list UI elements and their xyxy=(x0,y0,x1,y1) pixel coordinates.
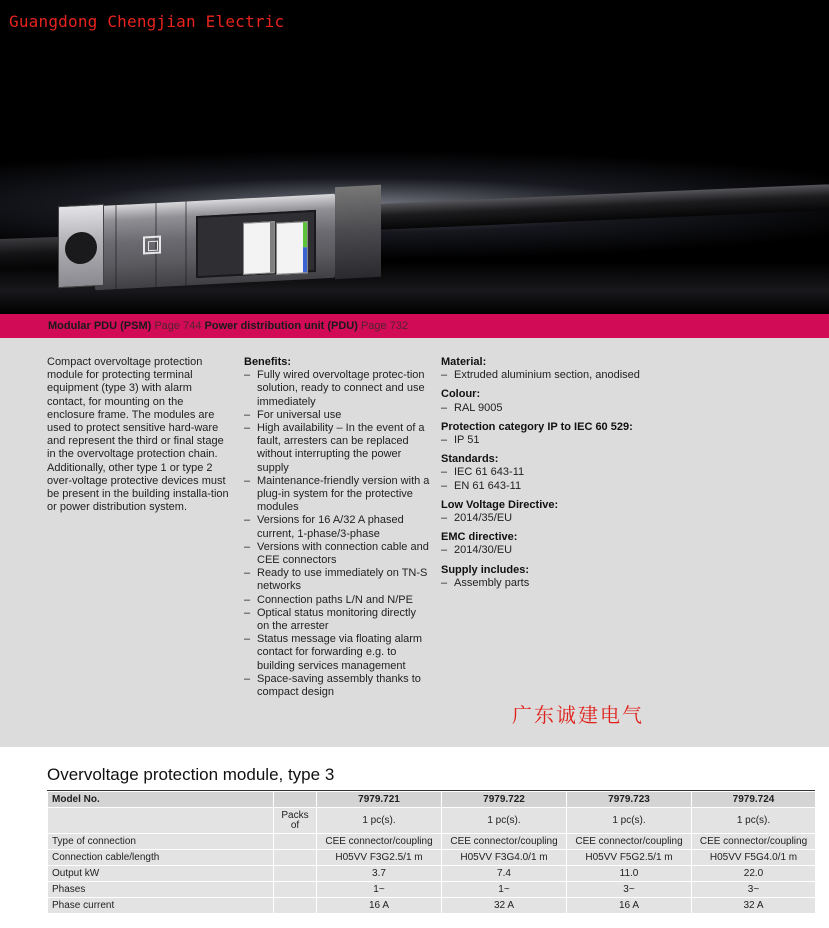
list-item: – Optical status monitoring directly on the arrester xyxy=(244,607,430,633)
table-cell: 3~ xyxy=(567,882,692,898)
table-header-cell: 7979.722 xyxy=(442,792,567,808)
table-cell: 1 pc(s). xyxy=(317,808,442,834)
table-row xyxy=(48,808,816,834)
arrester-module-2 xyxy=(276,221,308,275)
pdu-end-cap xyxy=(58,204,104,288)
table-cell: 1~ xyxy=(317,882,442,898)
model-spec-table xyxy=(47,791,816,914)
spec-emc-directive xyxy=(441,531,641,557)
table-cell: CEE connector/coupling xyxy=(692,834,816,850)
table-cell: Connection cable/length xyxy=(48,850,274,866)
spec-protection-category xyxy=(441,421,641,447)
table-cell: 32 A xyxy=(692,898,816,914)
table-cell: 1~ xyxy=(442,882,567,898)
brand-watermark: Guangdong Chengjian Electric xyxy=(9,12,285,31)
spec-heading: Material: xyxy=(441,356,487,368)
pdu-page-ref[interactable]: Page 732 xyxy=(360,320,409,332)
list-item: – 2014/30/EU xyxy=(441,544,641,557)
table-header-cell: 7979.721 xyxy=(317,792,442,808)
chinese-company-stamp: 广东诚建电气 xyxy=(512,703,644,727)
list-item: – High availability – In the event of a fault, arresters can be replaced without interrupting the power supply xyxy=(244,422,430,475)
spec-material xyxy=(441,356,641,382)
list-item: – Versions for 16 A/32 A phased current, 1-phase/3-phase xyxy=(244,514,430,540)
table-cell xyxy=(274,850,317,866)
list-item: – IEC 61 643-11 xyxy=(441,466,641,479)
table-cell: 3~ xyxy=(692,882,816,898)
table-cell xyxy=(48,808,274,834)
table-row xyxy=(48,850,816,866)
table-cell: 22.0 xyxy=(692,866,816,882)
list-item: – For universal use xyxy=(244,409,430,422)
table-cell: H05VV F5G4.0/1 m xyxy=(692,850,816,866)
list-item: – Fully wired overvoltage protec-tion solution, ready to connect and use immediately xyxy=(244,369,430,409)
list-item: – Space-saving assembly thanks to compact design xyxy=(244,673,430,699)
table-cell: CEE connector/coupling xyxy=(567,834,692,850)
table-cell xyxy=(274,834,317,850)
spec-heading: EMC directive: xyxy=(441,531,518,544)
spec-heading: Low Voltage Directive: xyxy=(441,498,559,511)
table-cell xyxy=(274,882,317,898)
specs-column xyxy=(441,356,641,596)
list-item: – Ready to use immediately on TN-S networks xyxy=(244,567,430,593)
table-cell: 1 pc(s). xyxy=(442,808,567,834)
table-cell: 1 pc(s). xyxy=(567,808,692,834)
table-cell: H05VV F3G2.5/1 m xyxy=(317,850,442,866)
table-cell: H05VV F3G4.0/1 m xyxy=(442,850,567,866)
arrester-module-1 xyxy=(243,221,275,275)
product-description: Compact overvoltage protection module for protecting terminal equipment (type 3) with alarm contact, for mounting on the enclosure frame. The modules are used to protect sensitive hard-ware and represent the third or final stage in the overvoltage protection chain. Additionally, other type 1 or type 2 over-voltage protective devices must be present in the building installa-tion or power distribution system. xyxy=(47,356,229,514)
list-item: – RAL 9005 xyxy=(441,402,641,415)
table-cell: 1 pc(s). xyxy=(692,808,816,834)
table-row xyxy=(48,866,816,882)
psm-page-ref[interactable]: Page 744 xyxy=(154,320,202,332)
list-item: – 2014/35/EU xyxy=(441,512,641,525)
table-header-cell xyxy=(274,792,317,808)
pdu-end-block xyxy=(335,185,381,279)
table-row xyxy=(48,898,816,914)
table-cell: CEE connector/coupling xyxy=(442,834,567,850)
list-item: – Assembly parts xyxy=(441,577,641,590)
list-item: – EN 61 643-11 xyxy=(441,480,641,493)
spec-supply-includes xyxy=(441,564,641,590)
list-item: – Status message via floating alarm contact for forwarding e.g. to building services management xyxy=(244,633,430,673)
list-item: – Versions with connection cable and CEE connectors xyxy=(244,541,430,567)
table-cell: 7.4 xyxy=(442,866,567,882)
table-cell: CEE connector/coupling xyxy=(317,834,442,850)
table-row xyxy=(48,834,816,850)
product-hero-image xyxy=(0,0,829,314)
list-item: – Connection paths L/N and N/PE xyxy=(244,594,430,607)
benefits-heading: Benefits: xyxy=(244,356,292,368)
spec-heading: Supply includes: xyxy=(441,563,530,576)
table-cell: Phase current xyxy=(48,898,274,914)
spec-standards xyxy=(441,453,641,493)
psm-link[interactable]: Modular PDU (PSM) xyxy=(48,320,152,332)
table-cell: H05VV F5G2.5/1 m xyxy=(567,850,692,866)
spec-heading: Standards: xyxy=(441,453,499,466)
table-cell xyxy=(274,898,317,914)
table-header-cell: Model No. xyxy=(48,792,274,808)
pdu-link[interactable]: Power distribution unit (PDU) xyxy=(204,320,358,332)
table-cell: Packs of xyxy=(274,808,317,834)
product-info-panel xyxy=(0,338,829,747)
table-header-cell: 7979.724 xyxy=(692,792,816,808)
list-item: – Maintenance-friendly version with a plug-in system for the protective modules xyxy=(244,475,430,515)
table-cell: Output kW xyxy=(48,866,274,882)
spec-colour xyxy=(441,388,641,414)
table-cell: Phases xyxy=(48,882,274,898)
list-item: – Extruded aluminium section, anodised xyxy=(441,369,641,382)
table-cell: 11.0 xyxy=(567,866,692,882)
table-cell: 16 A xyxy=(567,898,692,914)
spec-low-voltage-directive xyxy=(441,499,641,525)
benefits-list xyxy=(244,369,430,699)
cross-reference-strip xyxy=(0,314,829,338)
table-cell: 3.7 xyxy=(317,866,442,882)
list-item: – IP 51 xyxy=(441,434,641,447)
table-cell: 32 A xyxy=(442,898,567,914)
spec-heading: Protection category IP to IEC 60 529: xyxy=(441,420,633,433)
benefits-column xyxy=(244,356,430,699)
table-header-cell: 7979.723 xyxy=(567,792,692,808)
table-cell: Type of connection xyxy=(48,834,274,850)
table-row xyxy=(48,882,816,898)
table-header-row xyxy=(48,792,816,808)
spec-heading: Colour: xyxy=(441,388,481,401)
rating-plate-icon xyxy=(143,236,161,255)
table-cell xyxy=(274,866,317,882)
table-title: Overvoltage protection module, type 3 xyxy=(47,765,335,784)
table-cell: 16 A xyxy=(317,898,442,914)
